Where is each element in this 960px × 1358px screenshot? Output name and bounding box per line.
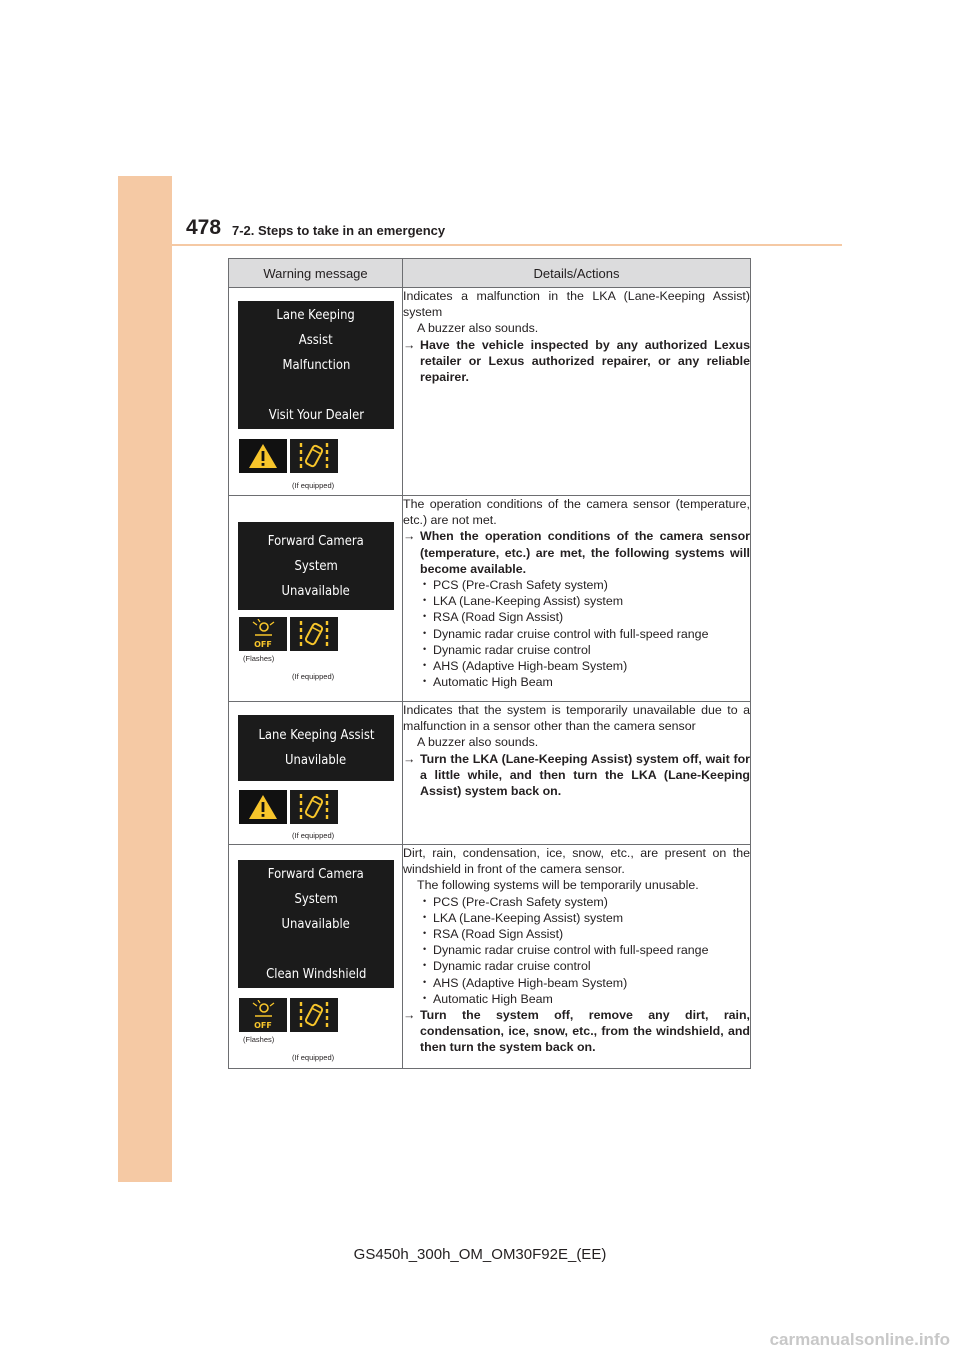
list-item: • Dynamic radar cruise control bbox=[423, 642, 750, 658]
column-header-details-actions: Details/Actions bbox=[403, 259, 751, 288]
lane-keeping-assist-icon bbox=[290, 998, 338, 1032]
display-line: Lane Keeping Assist bbox=[258, 727, 374, 743]
display-line: Malfunction bbox=[282, 356, 350, 373]
if-equipped-caption: (If equipped) bbox=[292, 1053, 335, 1062]
warning-triangle-icon bbox=[239, 790, 287, 824]
display-line: Clean Windshield bbox=[265, 965, 367, 982]
svg-text:OFF: OFF bbox=[254, 640, 272, 649]
lane-keeping-assist-icon bbox=[290, 617, 338, 651]
watermark: carmanualsonline.info bbox=[769, 1330, 950, 1349]
list-item: • Automatic High Beam bbox=[423, 991, 750, 1007]
svg-text:OFF: OFF bbox=[254, 1021, 272, 1030]
warning-message-cell bbox=[229, 702, 403, 845]
lane-keeping-assist-icon bbox=[290, 439, 338, 473]
action-text: Have the vehicle inspected by any authorized Lexus retailer or Lexus authorized repairer, or any reliable repairer. bbox=[420, 337, 750, 385]
warning-description: Indicates a malfunction in the LKA (Lane-Keeping Assist) system bbox=[403, 289, 750, 320]
lane-keeping-assist-icon bbox=[290, 790, 338, 824]
flashes-caption: (Flashes) bbox=[243, 654, 275, 663]
warning-triangle-icon bbox=[239, 439, 287, 473]
page-number: 478 bbox=[186, 216, 222, 239]
arrow-icon: → bbox=[403, 751, 416, 766]
buzzer-note: A buzzer also sounds. bbox=[417, 321, 539, 336]
display-line: Unavilable bbox=[285, 752, 347, 768]
list-item: • AHS (Adaptive High-beam System) bbox=[423, 658, 750, 674]
arrow-icon: → bbox=[403, 1008, 416, 1023]
chapter-sidebar-tab bbox=[118, 176, 172, 1182]
system-list bbox=[403, 894, 750, 1007]
buzzer-note: A buzzer also sounds. bbox=[417, 735, 539, 750]
list-item: • Dynamic radar cruise control with full-speed range bbox=[423, 626, 750, 642]
display-line: Unavailable bbox=[281, 915, 351, 932]
action-instruction bbox=[403, 528, 750, 577]
list-item: • Dynamic radar cruise control bbox=[423, 958, 750, 974]
action-text: Turn the LKA (Lane-Keeping Assist) system off, wait for a little while, and then turn the LKA (Lane-Keeping Assist) system back on. bbox=[420, 751, 750, 799]
display-line: Unavailable bbox=[281, 582, 351, 599]
table-row bbox=[229, 702, 751, 845]
list-item: • AHS (Adaptive High-beam System) bbox=[423, 975, 750, 991]
action-instruction bbox=[403, 1007, 750, 1056]
list-item: • PCS (Pre-Crash Safety system) bbox=[423, 577, 750, 593]
arrow-icon: → bbox=[403, 337, 416, 352]
if-equipped-caption: (If equipped) bbox=[292, 831, 335, 840]
pcs-off-icon bbox=[239, 617, 287, 651]
action-text: Turn the system off, remove any dirt, rain, condensation, ice, snow, etc., from the windshield, and then turn the system back on. bbox=[420, 1008, 750, 1055]
message-display bbox=[238, 522, 394, 610]
list-item: • Dynamic radar cruise control with full-speed range bbox=[423, 942, 750, 958]
action-instruction bbox=[403, 337, 750, 386]
display-line: System bbox=[294, 557, 338, 574]
if-equipped-caption: (If equipped) bbox=[292, 481, 335, 490]
display-line: Lane Keeping bbox=[276, 306, 356, 323]
message-display bbox=[238, 715, 394, 781]
display-line: Forward Camera bbox=[268, 865, 364, 882]
list-item: • PCS (Pre-Crash Safety system) bbox=[423, 894, 750, 910]
list-item: • LKA (Lane-Keeping Assist) system bbox=[423, 593, 750, 609]
action-instruction bbox=[403, 751, 750, 800]
system-list bbox=[403, 577, 750, 690]
column-header-warning-message: Warning message bbox=[229, 259, 403, 288]
list-item: • LKA (Lane-Keeping Assist) system bbox=[423, 910, 750, 926]
message-display bbox=[238, 301, 394, 429]
unusable-note: The following systems will be temporarily unusable. bbox=[417, 878, 699, 893]
flashes-caption: (Flashes) bbox=[243, 1035, 275, 1044]
table-row bbox=[229, 845, 751, 1069]
list-item: • Automatic High Beam bbox=[423, 674, 750, 690]
details-actions-cell bbox=[403, 288, 751, 496]
warning-message-cell bbox=[229, 496, 403, 702]
section-title: 7-2. Steps to take in an emergency bbox=[232, 223, 446, 238]
warning-message-cell bbox=[229, 845, 403, 1069]
display-line: Forward Camera bbox=[268, 532, 364, 549]
details-actions-cell bbox=[403, 496, 751, 702]
warning-description: Dirt, rain, condensation, ice, snow, etc., are present on the windshield in front of the camera sensor. bbox=[403, 846, 750, 877]
list-item: • RSA (Road Sign Assist) bbox=[423, 926, 750, 942]
warning-description: The operation conditions of the camera sensor (temperature, etc.) are not met. bbox=[403, 497, 750, 528]
pcs-off-icon bbox=[239, 998, 287, 1032]
table-header-row bbox=[229, 259, 751, 288]
details-actions-cell bbox=[403, 702, 751, 845]
details-actions-cell bbox=[403, 845, 751, 1069]
header-rule bbox=[172, 244, 842, 246]
table-row bbox=[229, 496, 751, 702]
warning-message-cell bbox=[229, 288, 403, 496]
warning-message-table bbox=[228, 258, 751, 1069]
display-line bbox=[314, 378, 318, 403]
if-equipped-caption: (If equipped) bbox=[292, 672, 335, 681]
display-line bbox=[314, 937, 318, 962]
list-item: • RSA (Road Sign Assist) bbox=[423, 609, 750, 625]
arrow-icon: → bbox=[403, 529, 416, 544]
message-display bbox=[238, 860, 394, 988]
warning-description: Indicates that the system is temporarily unavailable due to a malfunction in a sensor other than the camera sensor bbox=[403, 703, 750, 734]
action-text: When the operation conditions of the camera sensor (temperature, etc.) are met, the following systems will become available. bbox=[420, 529, 750, 576]
document-code-footer: GS450h_300h_OM_OM30F92E_(EE) bbox=[353, 1246, 607, 1263]
table-row bbox=[229, 288, 751, 496]
display-line: Visit Your Dealer bbox=[268, 406, 364, 423]
display-line: System bbox=[294, 890, 338, 907]
display-line: Assist bbox=[299, 331, 333, 348]
